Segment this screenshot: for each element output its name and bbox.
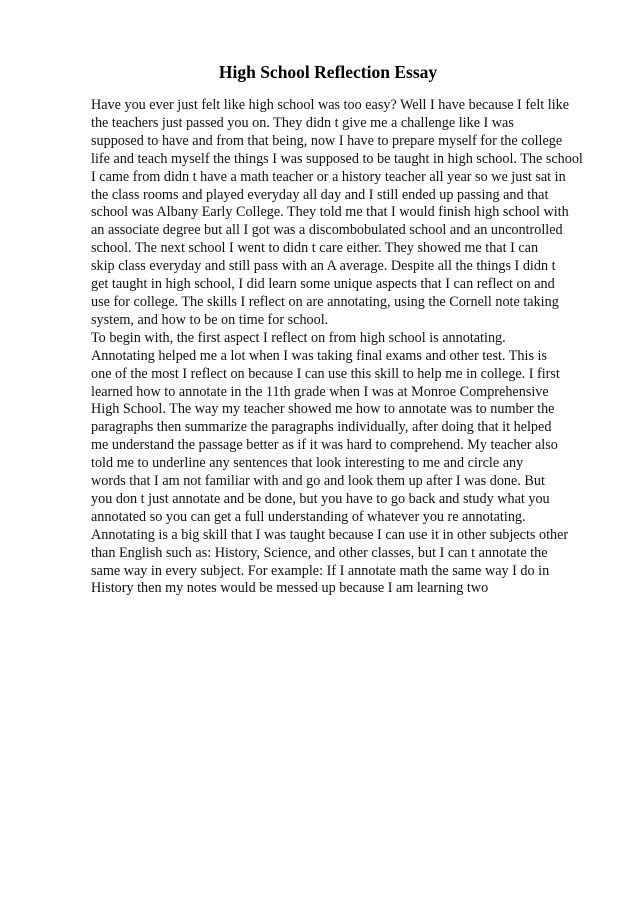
essay-line: the class rooms and played everyday all day and I still ended up passing and that <box>91 186 549 203</box>
essay-line: paragraphs then summarize the paragraphs individually, after doing that it helped <box>91 419 552 436</box>
essay-line: Annotating helped me a lot when I was taking final exams and other test. This is <box>91 347 548 364</box>
essay-line: words that I am not familiar with and go and look them up after I was done. But <box>91 473 545 490</box>
essay-line: you don t just annotate and be done, but you have to go back and study what you <box>91 490 550 507</box>
essay-line: system, and how to be on time for school. <box>91 311 329 328</box>
essay-line: told me to underline any sentences that look interesting to me and circle any <box>91 455 524 472</box>
essay-line: History then my notes would be messed up because I am learning two <box>91 580 489 597</box>
essay-line: an associate degree but all I got was a discombobulated school and an uncontrolled <box>91 222 563 239</box>
essay-line: I came from didn t have a math teacher or a history teacher all year so we just sat in <box>91 168 566 185</box>
document-title: High School Reflection Essay <box>218 62 438 82</box>
essay-line: life and teach myself the things I was supposed to be taught in high school. The school <box>91 150 583 167</box>
essay-line: Annotating is a big skill that I was taught because I can use it in other subjects other <box>91 526 569 543</box>
essay-line: than English such as: History, Science, and other classes, but I can t annotate the <box>91 544 548 561</box>
essay-line: me understand the passage better as if it was hard to comprehend. My teacher also <box>91 437 558 454</box>
essay-line: annotated so you can get a full understanding of whatever you re annotating. <box>91 508 526 525</box>
essay-line: the teachers just passed you on. They didn t give me a challenge like I was <box>91 114 514 131</box>
essay-line: supposed to have and from that being, now I have to prepare myself for the college <box>91 132 563 149</box>
essay-line: High School. The way my teacher showed me how to annotate was to number the <box>91 401 555 418</box>
essay-line: get taught in high school, I did learn some unique aspects that I can reflect on and <box>91 276 555 293</box>
essay-line: one of the most I reflect on because I can use this skill to help me in college. I first <box>91 365 560 382</box>
essay-line: Have you ever just felt like high school was too easy? Well I have because I felt like <box>91 97 570 113</box>
essay-line: same way in every subject. For example: If I annotate math the same way I do in <box>91 562 550 579</box>
essay-line: To begin with, the first aspect I reflect on from high school is annotating. <box>91 329 506 346</box>
essay-line: learned how to annotate in the 11th grade when I was at Monroe Comprehensive <box>91 383 549 400</box>
essay-line: school. The next school I went to didn t care either. They showed me that I can <box>91 240 539 257</box>
essay-body <box>91 97 611 598</box>
essay-line: school was Albany Early College. They told me that I would finish high school with <box>91 204 569 221</box>
essay-line: skip class everyday and still pass with an A average. Despite all the things I didn t <box>91 258 556 275</box>
essay-line: use for college. The skills I reflect on are annotating, using the Cornell note taking <box>91 293 559 310</box>
